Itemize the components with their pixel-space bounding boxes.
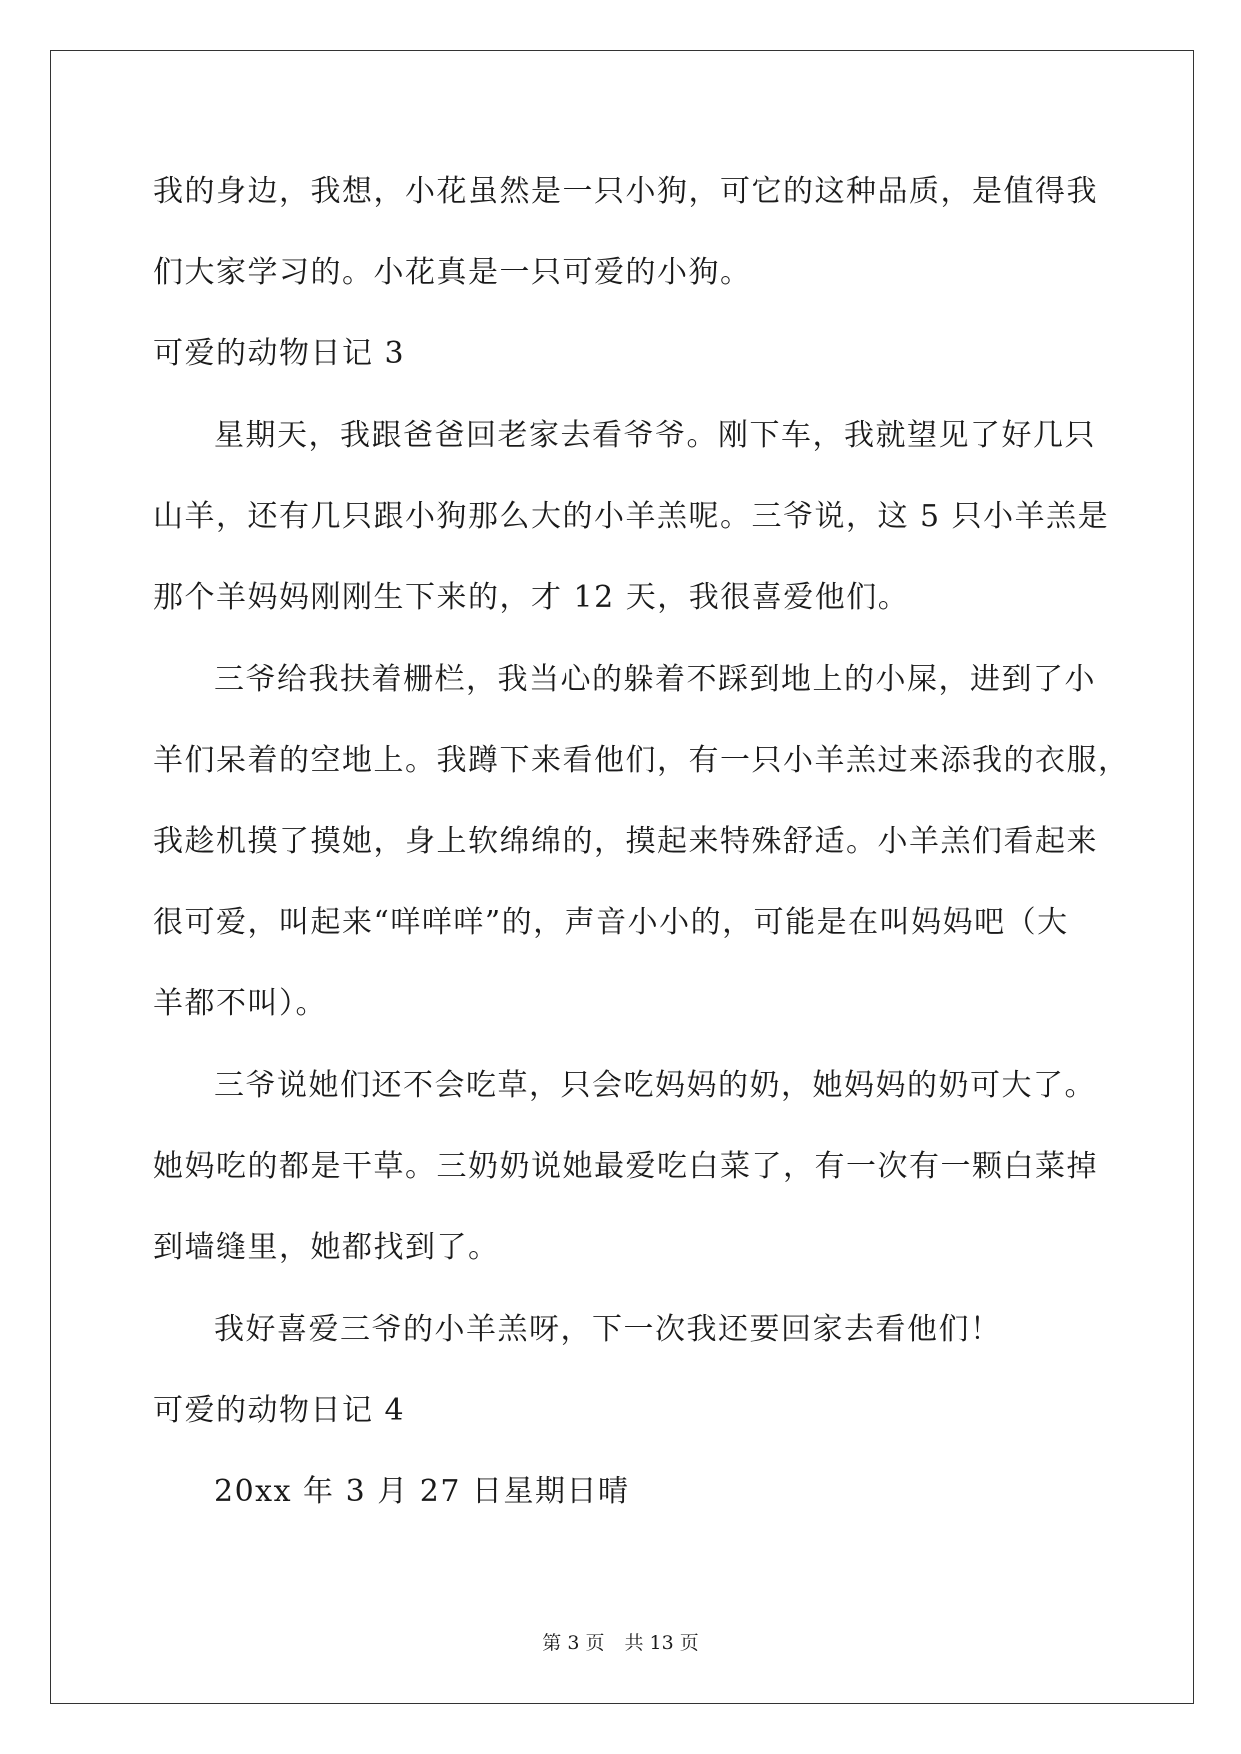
page-footer: [0, 1631, 1241, 1655]
body-text-line: 我的身边，我想，小花虽然是一只小狗，可它的这种品质，是值得我: [153, 174, 1098, 209]
page-number: 第 3 页: [542, 1632, 605, 1654]
body-text-line: 山羊，还有几只跟小狗那么大的小羊羔呢。三爷说，这 5 只小羊羔是: [153, 499, 1110, 534]
paragraph-start-line: 我好喜爱三爷的小羊羔呀，下一次我还要回家去看他们！: [214, 1312, 1002, 1347]
page-border: [50, 50, 1194, 1704]
body-text-line: 到墙缝里，她都找到了。: [153, 1230, 500, 1265]
body-text-line: 我趁机摸了摸她，身上软绵绵的，摸起来特殊舒适。小羊羔们看起来: [153, 824, 1098, 859]
section-heading: 可爱的动物日记 4: [153, 1393, 406, 1428]
date-line: 20xx 年 3 月 27 日星期日晴: [214, 1474, 630, 1509]
paragraph-start-line: 星期天，我跟爸爸回老家去看爷爷。刚下车，我就望见了好几只: [214, 418, 1096, 453]
total-pages: 共 13 页: [624, 1632, 699, 1654]
paragraph-start-line: 三爷说她们还不会吃草，只会吃妈妈的奶，她妈妈的奶可大了。: [214, 1068, 1096, 1103]
body-text-line: 羊们呆着的空地上。我蹲下来看他们，有一只小羊羔过来添我的衣服，: [153, 743, 1130, 778]
paragraph-start-line: 三爷给我扶着栅栏，我当心的躲着不踩到地上的小屎，进到了小: [214, 662, 1096, 697]
body-text-line: 那个羊妈妈刚刚生下来的，才 12 天，我很喜爱他们。: [153, 580, 910, 615]
body-text-line: 她妈吃的都是干草。三奶奶说她最爱吃白菜了，有一次有一颗白菜掉: [153, 1149, 1098, 1184]
body-text-line: 很可爱，叫起来“咩咩咩”的，声音小小的，可能是在叫妈妈吧（大: [153, 905, 1069, 940]
body-text-line: 们大家学习的。小花真是一只可爱的小狗。: [153, 255, 752, 290]
section-heading: 可爱的动物日记 3: [153, 336, 406, 371]
body-text-line: 羊都不叫）。: [153, 986, 327, 1021]
